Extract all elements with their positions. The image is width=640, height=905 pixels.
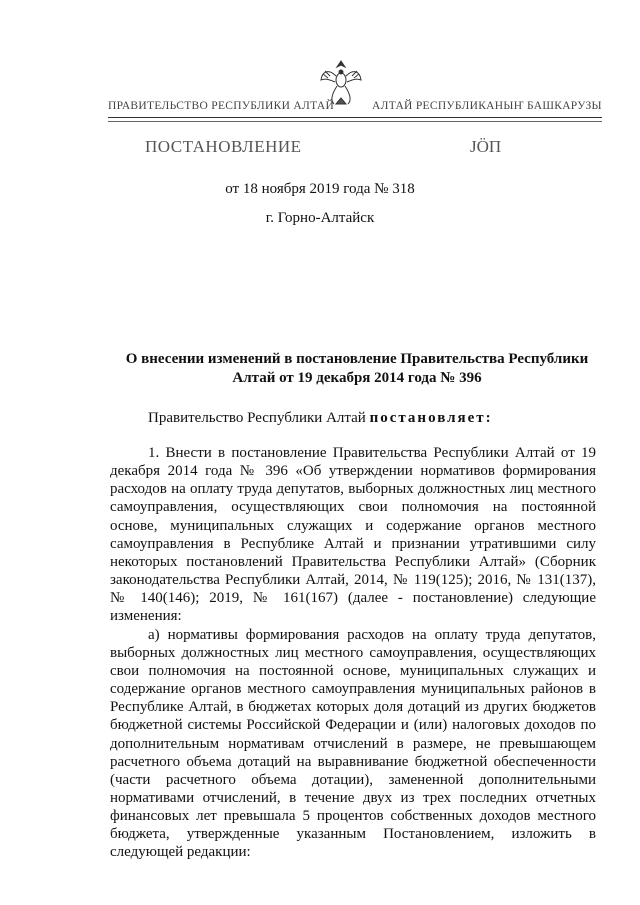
document-type-altai: ЈӦП <box>470 137 502 156</box>
document-type-russian: ПОСТАНОВЛЕНИЕ <box>145 137 302 156</box>
intro-verb: постановляет: <box>369 410 493 426</box>
document-date-number: от 18 ноября 2019 года № 318 <box>225 181 415 197</box>
header-rule-thin <box>108 121 602 122</box>
government-name-russian: ПРАВИТЕЛЬСТВО РЕСПУБЛИКИ АЛТАЙ <box>108 100 335 112</box>
intro-line <box>148 410 493 427</box>
paragraph-a: а) нормативы формирования расходов на оплату труда депутатов, выборных должностных лиц местного самоуправления, осуществляющих свои полномочия на постоянной основе, муниципальных служащих и содержание органов местного самоуправления муниципальных районов в Республике Алтай, в бюджетах которых доля дотаций из других бюджетов бюджетной системы Российской Федерации и (или) налоговых доходов по дополнительным нормативам отчислений в размере, не превышающем расчетного объема дотаций на выравнивание бюджетной обеспеченности (части расчетного объема дотации), замененной дополнительными нормативами отчислений, в течение двух из трех последних отчетных финансовых лет превышала 5 процентов собственных доходов местного бюджета, утвержденные указанным Постановлением, изложить в следующей редакции: <box>110 626 596 861</box>
header-rule-thick <box>108 117 602 118</box>
document-city: г. Горно-Алтайск <box>265 210 375 226</box>
document-body <box>110 444 596 862</box>
paragraph-1: 1. Внести в постановление Правительства Республики Алтай от 19 декабря 2014 года № 396 «Об утверждении нормативов формирования расходов на оплату труда депутатов, выборных должностных лиц местного самоуправления, осуществляющих свои полномочия на постоянной основе, муниципальных служащих и содержание органов местного самоуправления в Республике Алтай и признании утратившими силу некоторых постановлений Правительства Республики Алтай» (Сборник законодательства Республики Алтай, 2014, № 119(125); 2016, № 131(137), № 140(146); 2019, № 161(167) (далее - постановление) следующие изменения: <box>110 445 596 625</box>
document-title: О внесении изменений в постановление Правительства Республики Алтай от 19 декабря 2014 года № 396 <box>125 351 589 386</box>
government-name-altai: АЛТАЙ РЕСПУБЛИКАНЫҤ БАШКАРУЗЫ <box>372 100 602 112</box>
intro-subject: Правительство Республики Алтай <box>148 410 366 426</box>
